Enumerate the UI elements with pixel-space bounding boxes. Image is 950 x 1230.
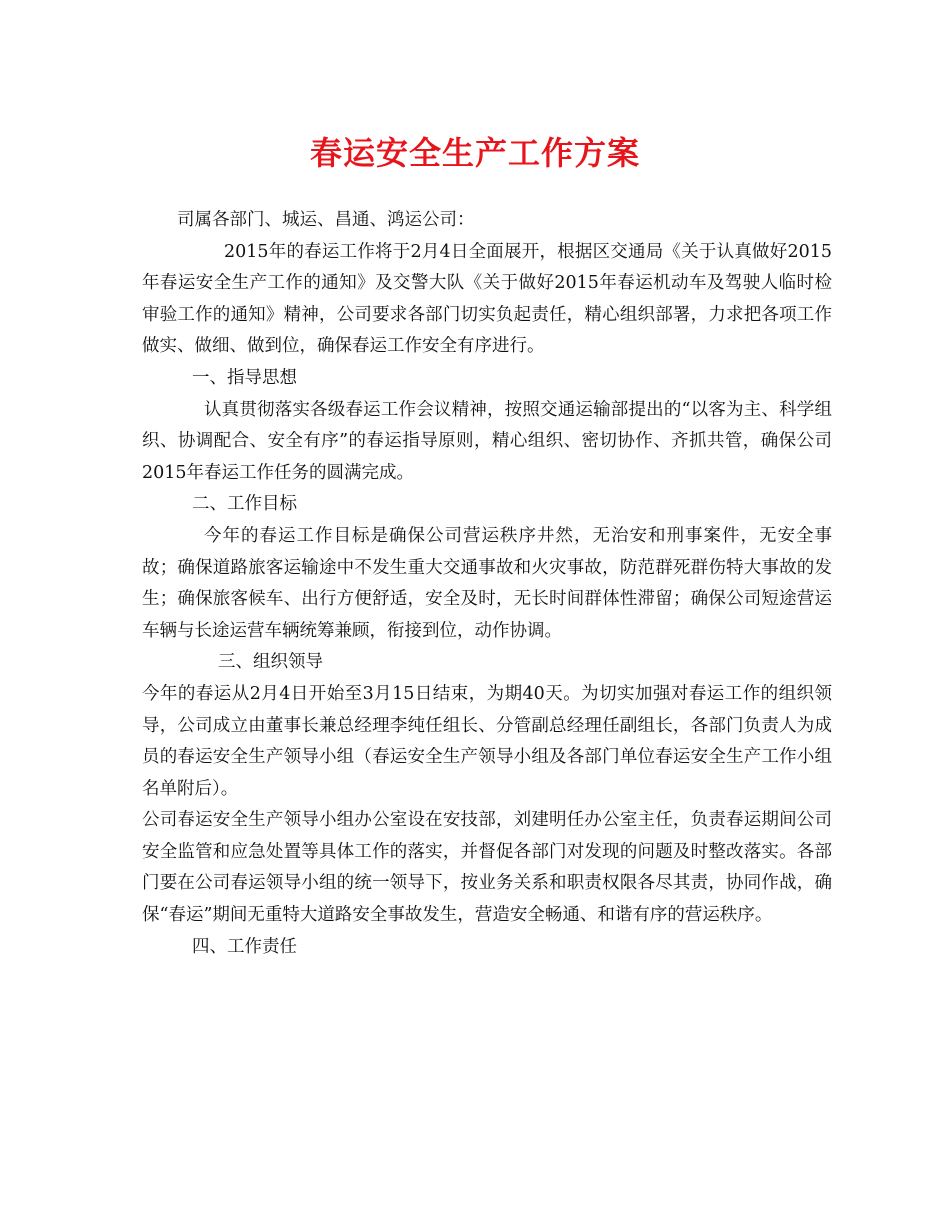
- section-heading-organization: 三、组织领导: [218, 652, 323, 673]
- section-paragraph: 今年的春运从2月4日开始至3月15日结束，为期40天。为切实加强对春运工作的组织领导，公司成立由董事长兼总经理李纯任组长、分管副总经理任副组长，各部门负责人为成员的春运安全生产领导小组（春运安全生产领导小组及各部门单位春运安全生产工作小组名单附后）。: [142, 683, 832, 799]
- section-heading-work-responsibility: 四、工作责任: [192, 936, 297, 957]
- salutation: 司属各部门、城运、昌通、鸿运公司：: [177, 210, 475, 230]
- section-paragraph: 认真贯彻落实各级春运工作会议精神，按照交通运输部提出的“以客为主、科学组织、协调配合、安全有序”的春运指导原则，精心组织、密切协作、齐抓共管，确保公司2015年春运工作任务的圆满完成。: [142, 399, 832, 483]
- section-paragraph: 公司春运安全生产领导小组办公室设在安技部，刘建明任办公室主任，负责春运期间公司安全监管和应急处置等具体工作的落实，并督促各部门对发现的问题及时整改落实。各部门要在公司春运领导小组的统一领导下，按业务关系和职责权限各尽其责，协同作战，确保“春运”期间无重特大道路安全事故发生，营造安全畅通、和谐有序的营运秩序。: [142, 810, 832, 926]
- document-body: [142, 205, 832, 963]
- intro-paragraph: 2015年的春运工作将于2月4日全面展开，根据区交通局《关于认真做好2015年春运安全生产工作的通知》及交警大队《关于做好2015年春运机动车及驾驶人临时检审验工作的通知》精神，公司要求各部门切实负起责任，精心组织部署，力求把各项工作做实、做细、做到位，确保春运工作安全有序进行。: [142, 241, 832, 357]
- document-title: 春运安全生产工作方案: [309, 134, 640, 172]
- section-paragraph: 今年的春运工作目标是确保公司营运秩序井然，无治安和刑事案件，无安全事故；确保道路旅客运输途中不发生重大交通事故和火灾事故，防范群死群伤特大事故的发生；确保旅客候车、出行方便舒适，安全及时，无长时间群体性滞留；确保公司短途营运车辆与长途运营车辆统筹兼顾，衔接到位，动作协调。: [142, 525, 832, 641]
- section-heading-guiding-ideology: 一、指导思想: [192, 367, 297, 388]
- section-heading-work-goals: 二、工作目标: [192, 494, 297, 515]
